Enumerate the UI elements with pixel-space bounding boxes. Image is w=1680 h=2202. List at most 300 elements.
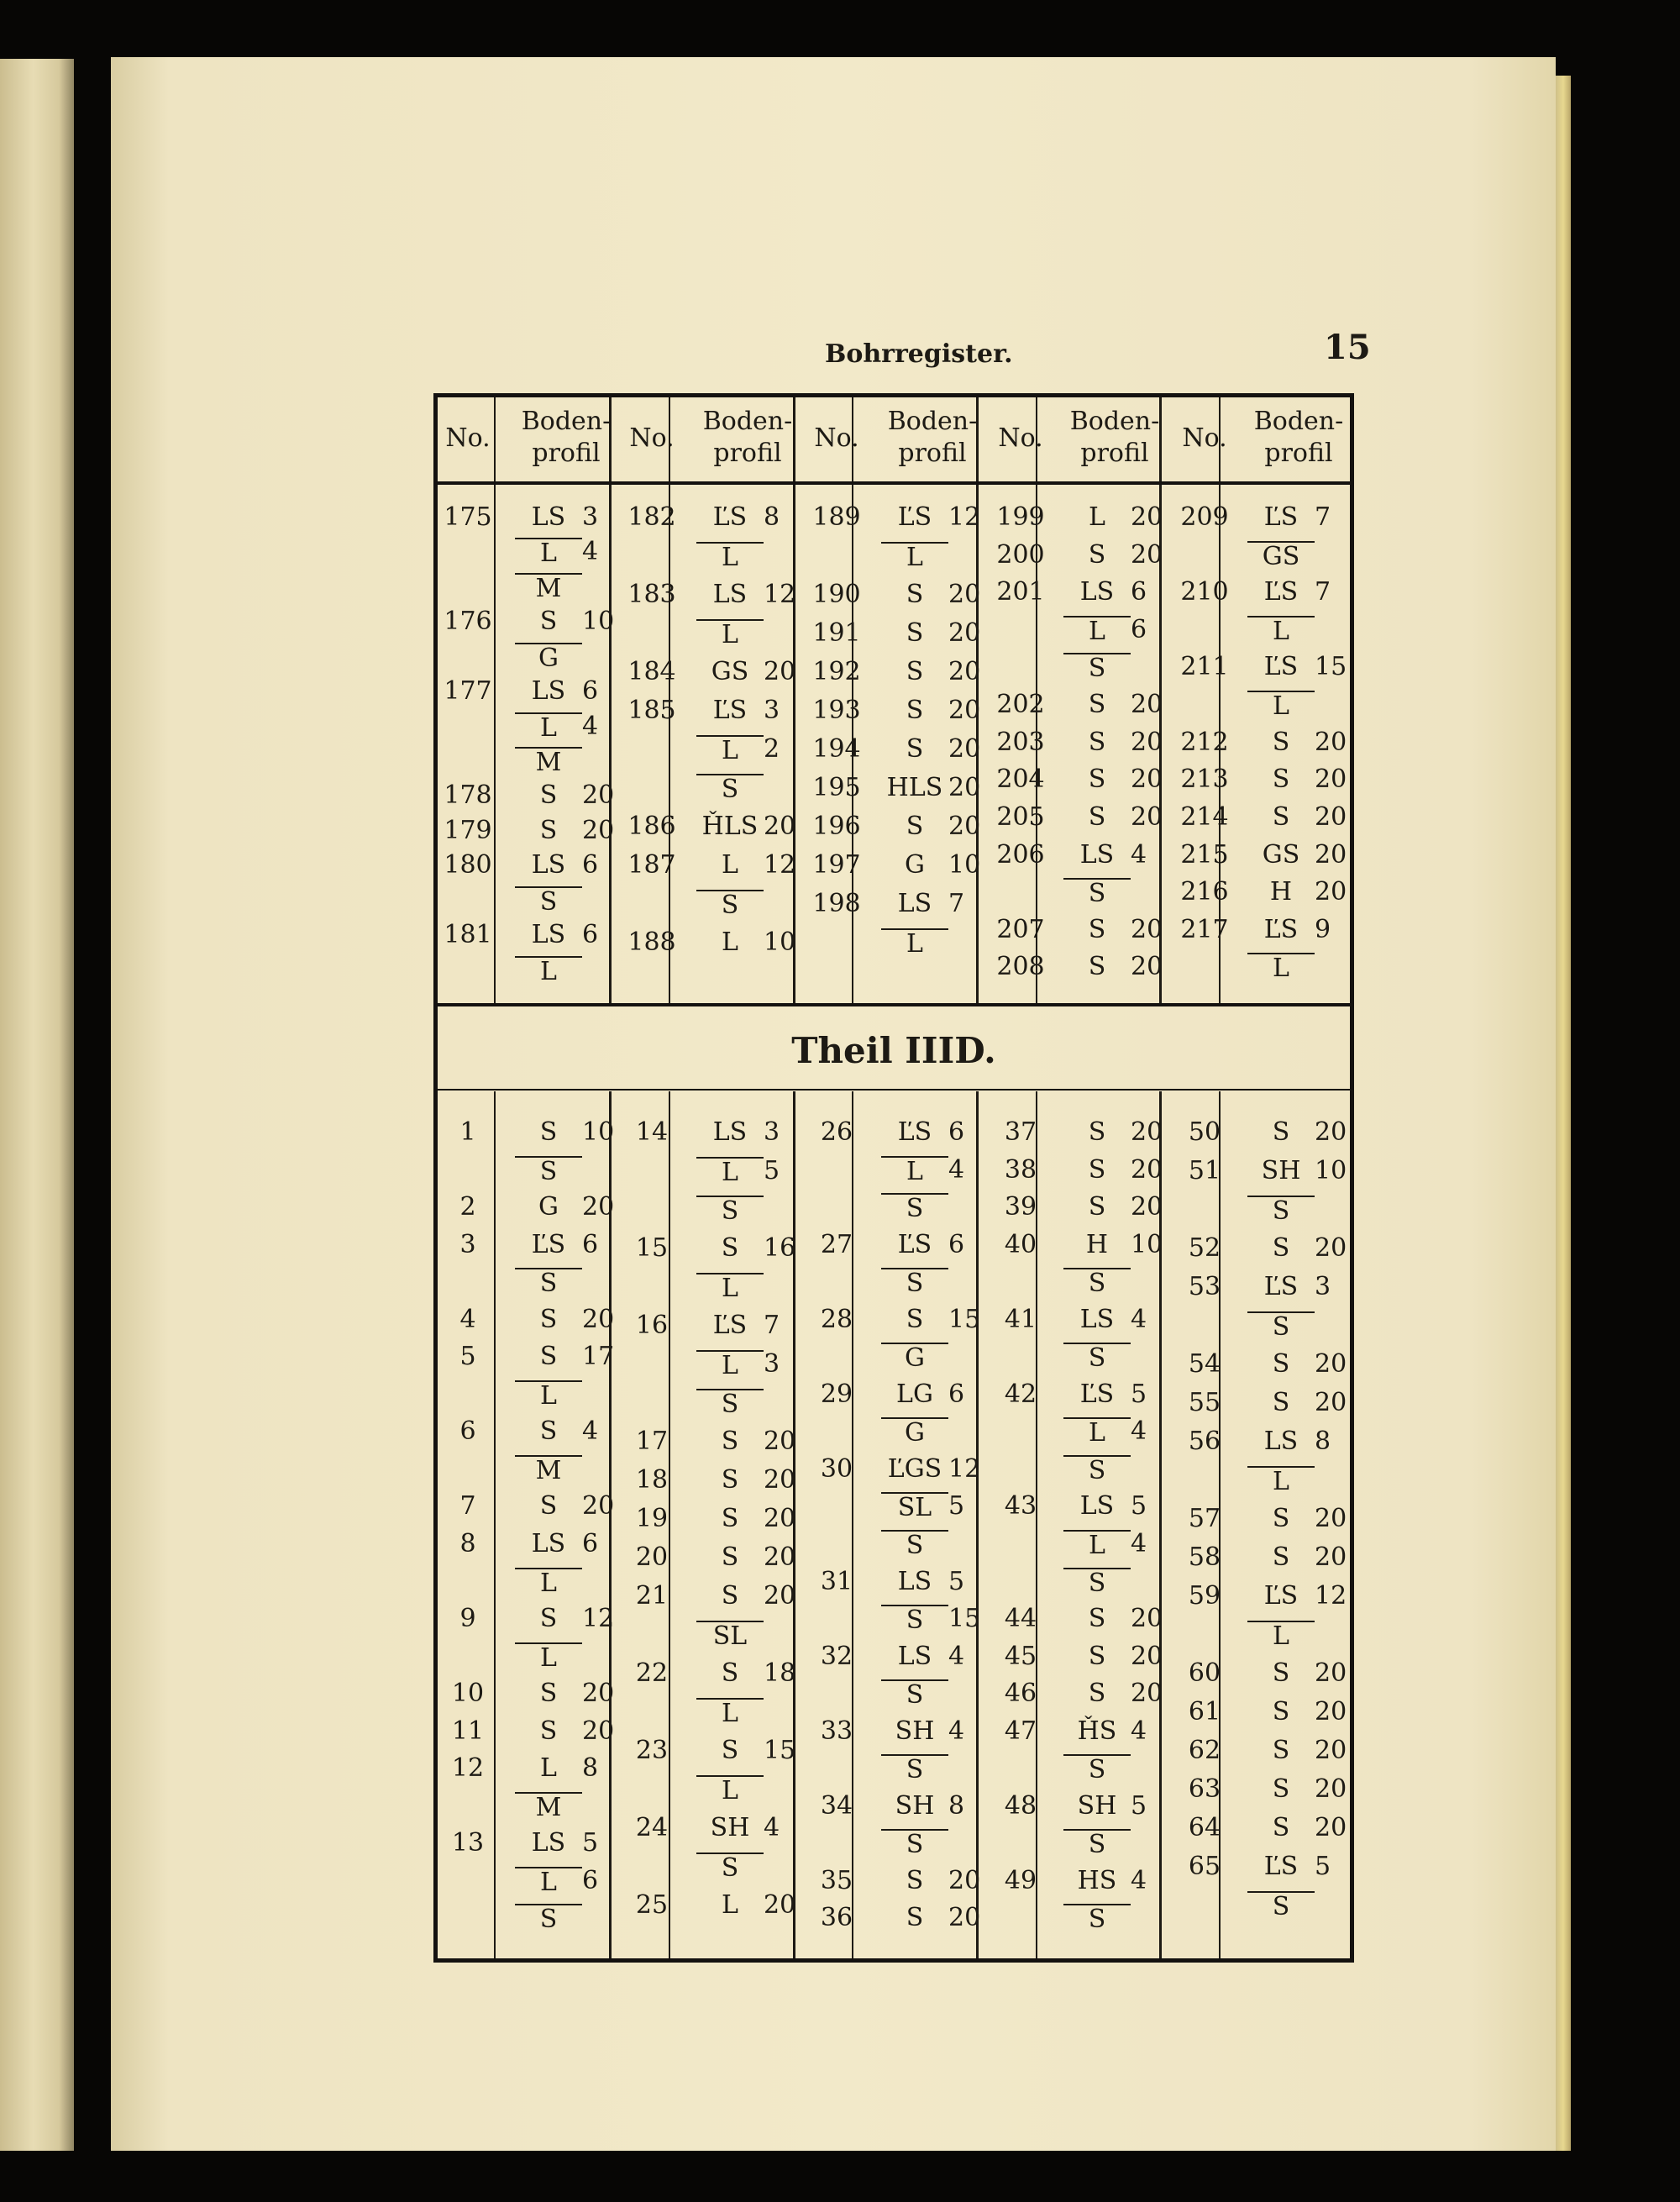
soil-layer-code: L [1247,616,1315,646]
layer-depth: 20 [948,1865,981,1895]
column-rule [494,397,496,1006]
soil-layer-code: LS [1079,1304,1115,1334]
soil-layer-code: M [515,1792,582,1822]
entry-number: 4 [459,1304,476,1334]
soil-layer-code: S [539,1716,558,1746]
entry-number: 206 [996,839,1045,870]
layer-depth: 5 [948,1491,965,1521]
layer-depth: 6 [582,920,599,950]
soil-layer-code: LS [531,1828,566,1858]
layer-depth: 20 [1131,502,1163,532]
soil-layer-code: L [515,712,582,743]
soil-layer-code: S [1272,1233,1290,1263]
header-bodenprofil: profil [713,439,782,468]
soil-layer-code: S [1088,690,1106,720]
soil-layer-code: M [515,1455,582,1485]
layer-depth: 20 [582,1716,615,1746]
layer-depth: 6 [1131,577,1147,607]
layer-depth: 20 [1315,1388,1347,1417]
soil-layer-code: S [1272,765,1290,795]
entry-number: 36 [820,1903,853,1933]
layer-depth: 4 [1131,1529,1147,1558]
entry-number: 211 [1180,652,1229,682]
soil-layer-code: L [515,956,582,986]
soil-layer-code: LS [1079,577,1115,607]
layer-depth: 20 [948,657,981,686]
entry-number: 58 [1188,1542,1221,1572]
entry-number: 177 [444,676,492,707]
soil-layer-code: L [515,538,582,568]
layer-depth: 20 [582,780,615,811]
entry-number: 62 [1188,1736,1221,1765]
layer-depth: 17 [582,1342,615,1372]
soil-layer-code: S [1272,1388,1290,1417]
soil-layer-code: S [1247,1891,1315,1921]
layer-depth: 15 [948,1604,981,1634]
soil-layer-code: S [1088,727,1106,757]
soil-layer-code: S [1063,1904,1131,1934]
page-number: 15 [1324,328,1371,367]
entry-number: 65 [1188,1852,1221,1881]
soil-layer-code: S [1272,1658,1290,1688]
layer-depth: 5 [1131,1790,1147,1821]
soil-layer-code: GS [1247,541,1315,571]
layer-depth: 12 [764,580,796,609]
soil-layer-code: SL [696,1621,764,1651]
entry-number: 25 [635,1890,669,1920]
layer-depth: 4 [582,1416,599,1447]
soil-layer-code: S [906,1865,924,1895]
column-rule [609,397,612,1006]
layer-depth: 20 [764,657,796,686]
layer-depth: 20 [1315,1504,1347,1533]
soil-layer-code: S [906,657,924,686]
soil-layer-code: S [721,1504,739,1533]
entry-number: 16 [635,1311,669,1340]
soil-layer-code: L [696,1350,764,1380]
soil-layer-code: ĽS [531,1229,566,1259]
layer-depth: 3 [582,502,599,532]
entry-number: 202 [996,690,1045,720]
layer-depth: 20 [948,812,981,841]
soil-layer-code: S [881,1193,948,1223]
soil-layer-code: ĽS [1263,502,1299,532]
layer-depth: 20 [1131,1604,1163,1634]
soil-layer-code: S [1247,1196,1315,1226]
header-no: No. [814,423,859,453]
entry-number: 20 [635,1542,669,1572]
header-bodenprofil: profil [1080,439,1149,468]
layer-depth: 12 [582,1604,615,1634]
layer-depth: 20 [764,812,796,841]
running-title: Bohrregister. [825,339,1013,369]
soil-layer-code: ĽS [897,502,932,532]
soil-layer-code: S [721,1465,739,1495]
soil-layer-code: S [1272,727,1290,757]
soil-layer-code: G [905,850,925,880]
layer-depth: 20 [1315,1813,1347,1842]
entry-number: 215 [1180,839,1229,870]
entry-number: 19 [635,1504,669,1533]
entry-number: 27 [820,1229,853,1259]
soil-layer-code: S [721,1542,739,1572]
entry-number: 44 [1004,1604,1037,1634]
entry-number: 23 [635,1736,669,1765]
soil-layer-code: L [881,928,948,959]
soil-layer-code: LS [1263,1427,1299,1456]
entry-number: 63 [1188,1774,1221,1804]
soil-layer-code: ĽS [897,1117,932,1147]
entry-number: 196 [812,812,861,841]
entry-number: 203 [996,727,1045,757]
entry-number: 208 [996,952,1045,982]
entry-number: 30 [820,1453,853,1484]
soil-layer-code: LS [897,1566,932,1596]
layer-depth: 10 [582,607,615,637]
soil-layer-code: L [696,1273,764,1303]
entry-number: 41 [1004,1304,1037,1334]
soil-layer-code: S [515,1156,582,1186]
layer-depth: 7 [948,889,965,918]
header-no: No. [1182,423,1227,453]
soil-layer-code: L [696,1698,764,1728]
layer-depth: 10 [582,1117,615,1147]
layer-depth: 20 [948,773,981,802]
soil-layer-code: G [881,1343,948,1373]
entry-number: 11 [451,1716,485,1746]
layer-depth: 20 [764,1427,796,1456]
layer-depth: 4 [948,1641,965,1671]
soil-layer-code: LS [712,580,748,609]
entry-number: 194 [812,734,861,764]
soil-layer-code: S [539,1342,558,1372]
soil-layer-code: S [881,1679,948,1710]
layer-depth: 6 [582,850,599,880]
column-rule [494,1091,496,1958]
soil-layer-code: S [539,1117,558,1147]
entry-number: 10 [451,1679,485,1709]
soil-layer-code: ĽS [712,696,748,725]
layer-depth: 5 [1315,1852,1331,1881]
layer-depth: 20 [948,696,981,725]
soil-layer-code: LS [897,1641,932,1671]
entry-number: 7 [459,1491,476,1521]
layer-depth: 12 [948,502,981,532]
soil-layer-code: L [1247,953,1315,983]
layer-depth: 18 [764,1658,796,1688]
soil-layer-code: M [515,747,582,777]
soil-layer-code: G [538,1192,559,1222]
soil-layer-code: L [722,1890,738,1920]
layer-depth: 20 [1131,765,1163,795]
layer-depth: 20 [1131,690,1163,720]
soil-layer-code: ĽS [1079,1379,1115,1409]
book-page [111,57,1556,2151]
soil-layer-code: L [1089,502,1105,532]
entry-number: 217 [1180,914,1229,944]
entry-number: 33 [820,1716,853,1746]
entry-number: 64 [1188,1813,1221,1842]
layer-depth: 20 [582,1304,615,1334]
layer-depth: 6 [948,1229,965,1259]
soil-layer-code: S [881,1530,948,1560]
layer-depth: 15 [764,1736,796,1765]
entry-number: 39 [1004,1192,1037,1222]
soil-layer-code: H [1269,877,1293,907]
soil-layer-code: ĽS [1263,652,1299,682]
soil-layer-code: S [881,1268,948,1298]
layer-depth: 4 [1131,1865,1147,1895]
soil-layer-code: HLS [886,773,943,802]
layer-depth: 16 [764,1233,796,1263]
entry-number: 42 [1004,1379,1037,1409]
entry-number: 57 [1188,1504,1221,1533]
soil-layer-code: S [1088,1117,1106,1147]
layer-depth: 20 [948,734,981,764]
entry-number: 188 [627,928,676,957]
layer-depth: 20 [764,1542,796,1572]
soil-layer-code: S [1088,1154,1106,1185]
layer-depth: 6 [582,1229,599,1259]
soil-layer-code: SH [1261,1156,1301,1185]
layer-depth: 4 [582,711,599,741]
entry-number: 5 [459,1342,476,1372]
soil-layer-code: S [696,1853,764,1883]
soil-layer-code: S [696,1389,764,1419]
entry-number: 35 [820,1865,853,1895]
soil-layer-code: LS [531,1529,566,1558]
layer-depth: 4 [948,1154,965,1185]
soil-layer-code: S [1088,1192,1106,1222]
soil-layer-code: S [1272,1504,1290,1533]
entry-number: 207 [996,914,1045,944]
soil-layer-code: S [881,1605,948,1635]
entry-number: 204 [996,765,1045,795]
layer-depth: 8 [764,502,780,532]
layer-depth: 20 [1315,765,1347,795]
layer-depth: 5 [582,1828,599,1858]
layer-depth: 3 [1315,1272,1331,1301]
layer-depth: 20 [1315,1349,1347,1379]
layer-depth: 20 [582,1192,615,1222]
soil-layer-code: S [1063,1343,1131,1373]
entry-number: 43 [1004,1491,1037,1521]
entry-number: 191 [812,618,861,648]
entry-number: 187 [627,850,676,880]
entry-number: 51 [1188,1156,1221,1185]
layer-depth: 6 [948,1379,965,1409]
layer-depth: 20 [764,1581,796,1611]
layer-depth: 8 [1315,1427,1331,1456]
layer-depth: 20 [764,1504,796,1533]
section-rule-top [438,1003,1350,1006]
layer-depth: 7 [764,1311,780,1340]
entry-number: 216 [1180,877,1229,907]
soil-layer-code: ĽS [897,1229,932,1259]
soil-layer-code: S [721,1736,739,1765]
entry-number: 205 [996,801,1045,832]
soil-layer-code: S [1272,1736,1290,1765]
layer-depth: 7 [1315,502,1331,532]
layer-depth: 20 [1131,727,1163,757]
soil-layer-code: S [1272,1774,1290,1804]
header-bodenprofil: Boden- [702,407,793,436]
soil-layer-code: S [696,890,764,920]
soil-layer-code: ĽS [712,1311,748,1340]
entry-number: 12 [451,1753,485,1784]
entry-number: 18 [635,1465,669,1495]
soil-layer-code: S [1088,914,1106,944]
layer-depth: 2 [764,734,780,764]
layer-depth: 3 [764,1117,780,1147]
soil-layer-code: L [1063,616,1131,646]
entry-number: 195 [812,773,861,802]
entry-number: 2 [459,1192,476,1222]
header-rule [438,481,1350,485]
layer-depth: 20 [1315,1697,1347,1726]
soil-layer-code: LS [897,889,932,918]
entry-number: 192 [812,657,861,686]
entry-number: 176 [444,607,492,637]
entry-number: 52 [1188,1233,1221,1263]
soil-layer-code: L [1063,1530,1131,1560]
layer-depth: 20 [1131,1117,1163,1147]
header-bodenprofil: Boden- [1069,407,1160,436]
layer-depth: 20 [1131,539,1163,570]
entry-number: 32 [820,1641,853,1671]
section-rule-bottom [438,1089,1350,1090]
soil-layer-code: HS [1077,1865,1117,1895]
layer-depth: 4 [1131,1304,1147,1334]
layer-depth: 20 [1315,1233,1347,1263]
soil-layer-code: L [722,850,738,880]
soil-layer-code: L [515,1867,582,1897]
soil-layer-code: L [1247,1621,1315,1651]
entry-number: 22 [635,1658,669,1688]
soil-layer-code: ĽS [1263,1272,1299,1301]
entry-number: 26 [820,1117,853,1147]
soil-layer-code: S [1088,765,1106,795]
soil-layer-code: S [539,780,558,811]
soil-layer-code: L [515,1568,582,1598]
layer-depth: 20 [1315,727,1347,757]
soil-layer-code: ĽS [1263,577,1299,607]
entry-number: 201 [996,577,1045,607]
layer-depth: 15 [948,1304,981,1334]
soil-layer-code: L [881,1156,948,1186]
soil-layer-code: SL [881,1492,948,1522]
layer-depth: 10 [1131,1229,1163,1259]
entry-number: 55 [1188,1388,1221,1417]
soil-layer-code: L [696,735,764,765]
entry-number: 198 [812,889,861,918]
soil-layer-code: S [1272,1697,1290,1726]
entry-number: 28 [820,1304,853,1334]
entry-number: 47 [1004,1716,1037,1746]
layer-depth: 12 [1315,1581,1347,1611]
soil-layer-code: S [539,1304,558,1334]
entry-number: 193 [812,696,861,725]
soil-layer-code: S [1247,1311,1315,1342]
soil-layer-code: LS [531,920,566,950]
entry-number: 48 [1004,1790,1037,1821]
entry-number: 50 [1188,1117,1221,1147]
layer-depth: 20 [764,1465,796,1495]
layer-depth: 20 [1131,914,1163,944]
soil-layer-code: S [721,1658,739,1688]
entry-number: 46 [1004,1679,1037,1709]
layer-depth: 20 [582,1491,615,1521]
soil-layer-code: GS [1262,839,1300,870]
layer-depth: 20 [1315,1542,1347,1572]
layer-depth: 12 [764,850,796,880]
layer-depth: 5 [764,1156,780,1185]
entry-number: 213 [1180,765,1229,795]
entry-number: 31 [820,1566,853,1596]
layer-depth: 20 [582,815,615,845]
soil-layer-code: S [721,1581,739,1611]
soil-layer-code: LS [531,676,566,707]
soil-layer-code: S [1088,1641,1106,1671]
soil-layer-code: ĽS [1263,1581,1299,1611]
layer-depth: 9 [1315,914,1331,944]
soil-layer-code: L [696,1157,764,1187]
entry-number: 53 [1188,1272,1221,1301]
soil-layer-code: L [515,1642,582,1673]
layer-depth: 8 [582,1753,599,1784]
soil-layer-code: S [906,812,924,841]
soil-layer-code: S [515,886,582,917]
soil-layer-code: S [539,1491,558,1521]
layer-depth: 4 [948,1716,965,1746]
soil-layer-code: S [1272,1542,1290,1572]
soil-layer-code: M [515,573,582,603]
soil-layer-code: S [1063,1268,1131,1298]
entry-number: 8 [459,1529,476,1558]
entry-number: 3 [459,1229,476,1259]
soil-layer-code: S [515,1268,582,1298]
entry-number: 181 [444,920,492,950]
layer-depth: 20 [1315,1736,1347,1765]
entry-number: 54 [1188,1349,1221,1379]
layer-depth: 20 [1131,1192,1163,1222]
layer-depth: 20 [1315,839,1347,870]
entry-number: 200 [996,539,1045,570]
layer-depth: 20 [1315,1658,1347,1688]
entry-number: 184 [627,657,676,686]
soil-layer-code: S [1063,878,1131,908]
entry-number: 34 [820,1790,853,1821]
soil-layer-code: S [1272,1813,1290,1842]
soil-layer-code: SH [710,1813,750,1842]
layer-depth: 20 [1315,801,1347,832]
soil-layer-code: L [696,619,764,649]
layer-depth: 6 [1131,614,1147,644]
layer-depth: 20 [1131,1154,1163,1185]
soil-layer-code: S [1063,1829,1131,1859]
layer-depth: 20 [764,1890,796,1920]
layer-depth: 4 [1131,1416,1147,1447]
soil-layer-code: S [1088,801,1106,832]
soil-layer-code: LS [1079,839,1115,870]
entry-number: 61 [1188,1697,1221,1726]
soil-layer-code: S [906,580,924,609]
layer-depth: 5 [1131,1491,1147,1521]
layer-depth: 3 [764,696,780,725]
entry-number: 182 [627,502,676,532]
entry-number: 210 [1180,577,1229,607]
layer-depth: 4 [1131,1716,1147,1746]
